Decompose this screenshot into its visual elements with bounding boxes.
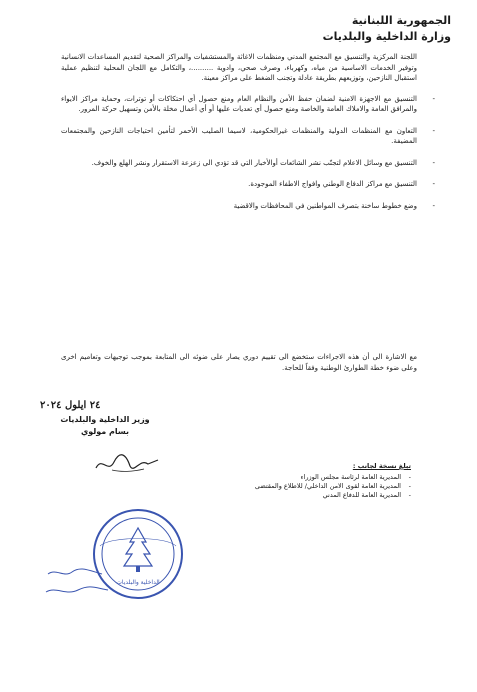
bullet-dash: - [432,158,435,167]
bullet-dash: - [408,482,411,490]
list-item [61,201,435,212]
distribution-title: تبلغ نسخة لجانب : [352,462,411,470]
letterhead [323,14,451,43]
list-item-text: التنسيق مع وسائل الاعلام لتجنّب نشر الشائعات أوالأخبار التي قد تؤدي الى زعزعة الاستقرار ونشر الهلع والخوف. [91,158,417,167]
handwritten-signature [92,448,162,478]
body-content [61,52,435,222]
distribution-item [241,482,411,491]
distribution-item-text: المديرية العامة لقوى الامن الداخلي/ للاطلاع والمقتضى [254,482,401,490]
first-paragraph: اللجنة المركزية والتنسيق مع المجتمع المدني ومنظمات الاغاثة والمستشفيات والمراكز الصحية لتقديم المساعدات الانسانية وتوفير الخدمات الاساسية من مياه، وكهرباء، وصرف صحي، وادوية ..........، والتكامل مع اللجان المحلية لتنظيم عملية استقبال النازحين، وتوزيعهم بطريقة عادلة وتجنب الضغط على مراكز معينة. [61,53,417,82]
distribution-item [241,473,411,482]
list-item [61,179,435,190]
bullet-dash: - [432,94,435,103]
distribution-item-text: المديرية العامة لرئاسة مجلس الوزراء [300,473,401,481]
closing-paragraph: مع الاشارة الى أن هذه الاجراءات ستخضع الى تقييم دوري يصار على ضوئه الى المتابعة بموجب توجيهات وتعاميم اخرى وعلى ضوء خطة الطوارئ الوطنية وفقاً للحاجة. [61,353,417,372]
stamp-text: الداخلية والبلديات [116,579,160,586]
signature-block [45,414,165,438]
distribution-item [241,491,411,500]
list-item-text: التنسيق مع الاجهزة الامنية لضمان حفظ الأمن والنظام العام ومنع حصول أي احتكاكات أو توترات، وحماية مراكز الايواء والمرافق العامة والاملاك العامة والخاصة ومنع حصول أي تعديات عليها أو أي أعمال مخلة بالأمن وتسهيل حركة المرور. [61,94,417,113]
list-item [61,126,435,147]
handwritten-annotation [42,560,112,600]
bullet-dash: - [408,491,411,499]
ministry-name: وزارة الداخلية والبلديات [322,30,451,43]
distribution-list [241,462,411,500]
document-date: ٢٤ ايلول ٢٠٢٤ [40,400,101,411]
list-item-text: وضع خطوط ساخنة بتصرف المواطنين في المحافظات والاقضية [233,201,417,210]
bullet-dash: - [432,180,435,188]
distribution-item-text: المديرية العامة للدفاع المدني [322,491,401,499]
bullet-dash: - [432,126,435,135]
list-item-text: التنسيق مع مراكز الدفاع الوطني وافواج الاطفاء الموجودة. [248,180,417,188]
list-item [61,158,435,169]
bullet-dash: - [432,201,435,210]
minister-name: بسام مولوي [80,427,130,436]
bullet-dash: - [408,473,411,481]
list-item [61,94,435,115]
minister-title: وزير الداخلية والبلديات [60,415,150,424]
republic-name: الجمهورية اللبنانية [351,14,451,27]
cedar-icon [124,528,152,566]
list-item-text: التعاون مع المنظمات الدولية والمنظمات غيرالحكومية، لاسيما الصليب الأحمر لتأمين احتياجات النازحين والمجتمعات المضيفة. [61,126,417,145]
